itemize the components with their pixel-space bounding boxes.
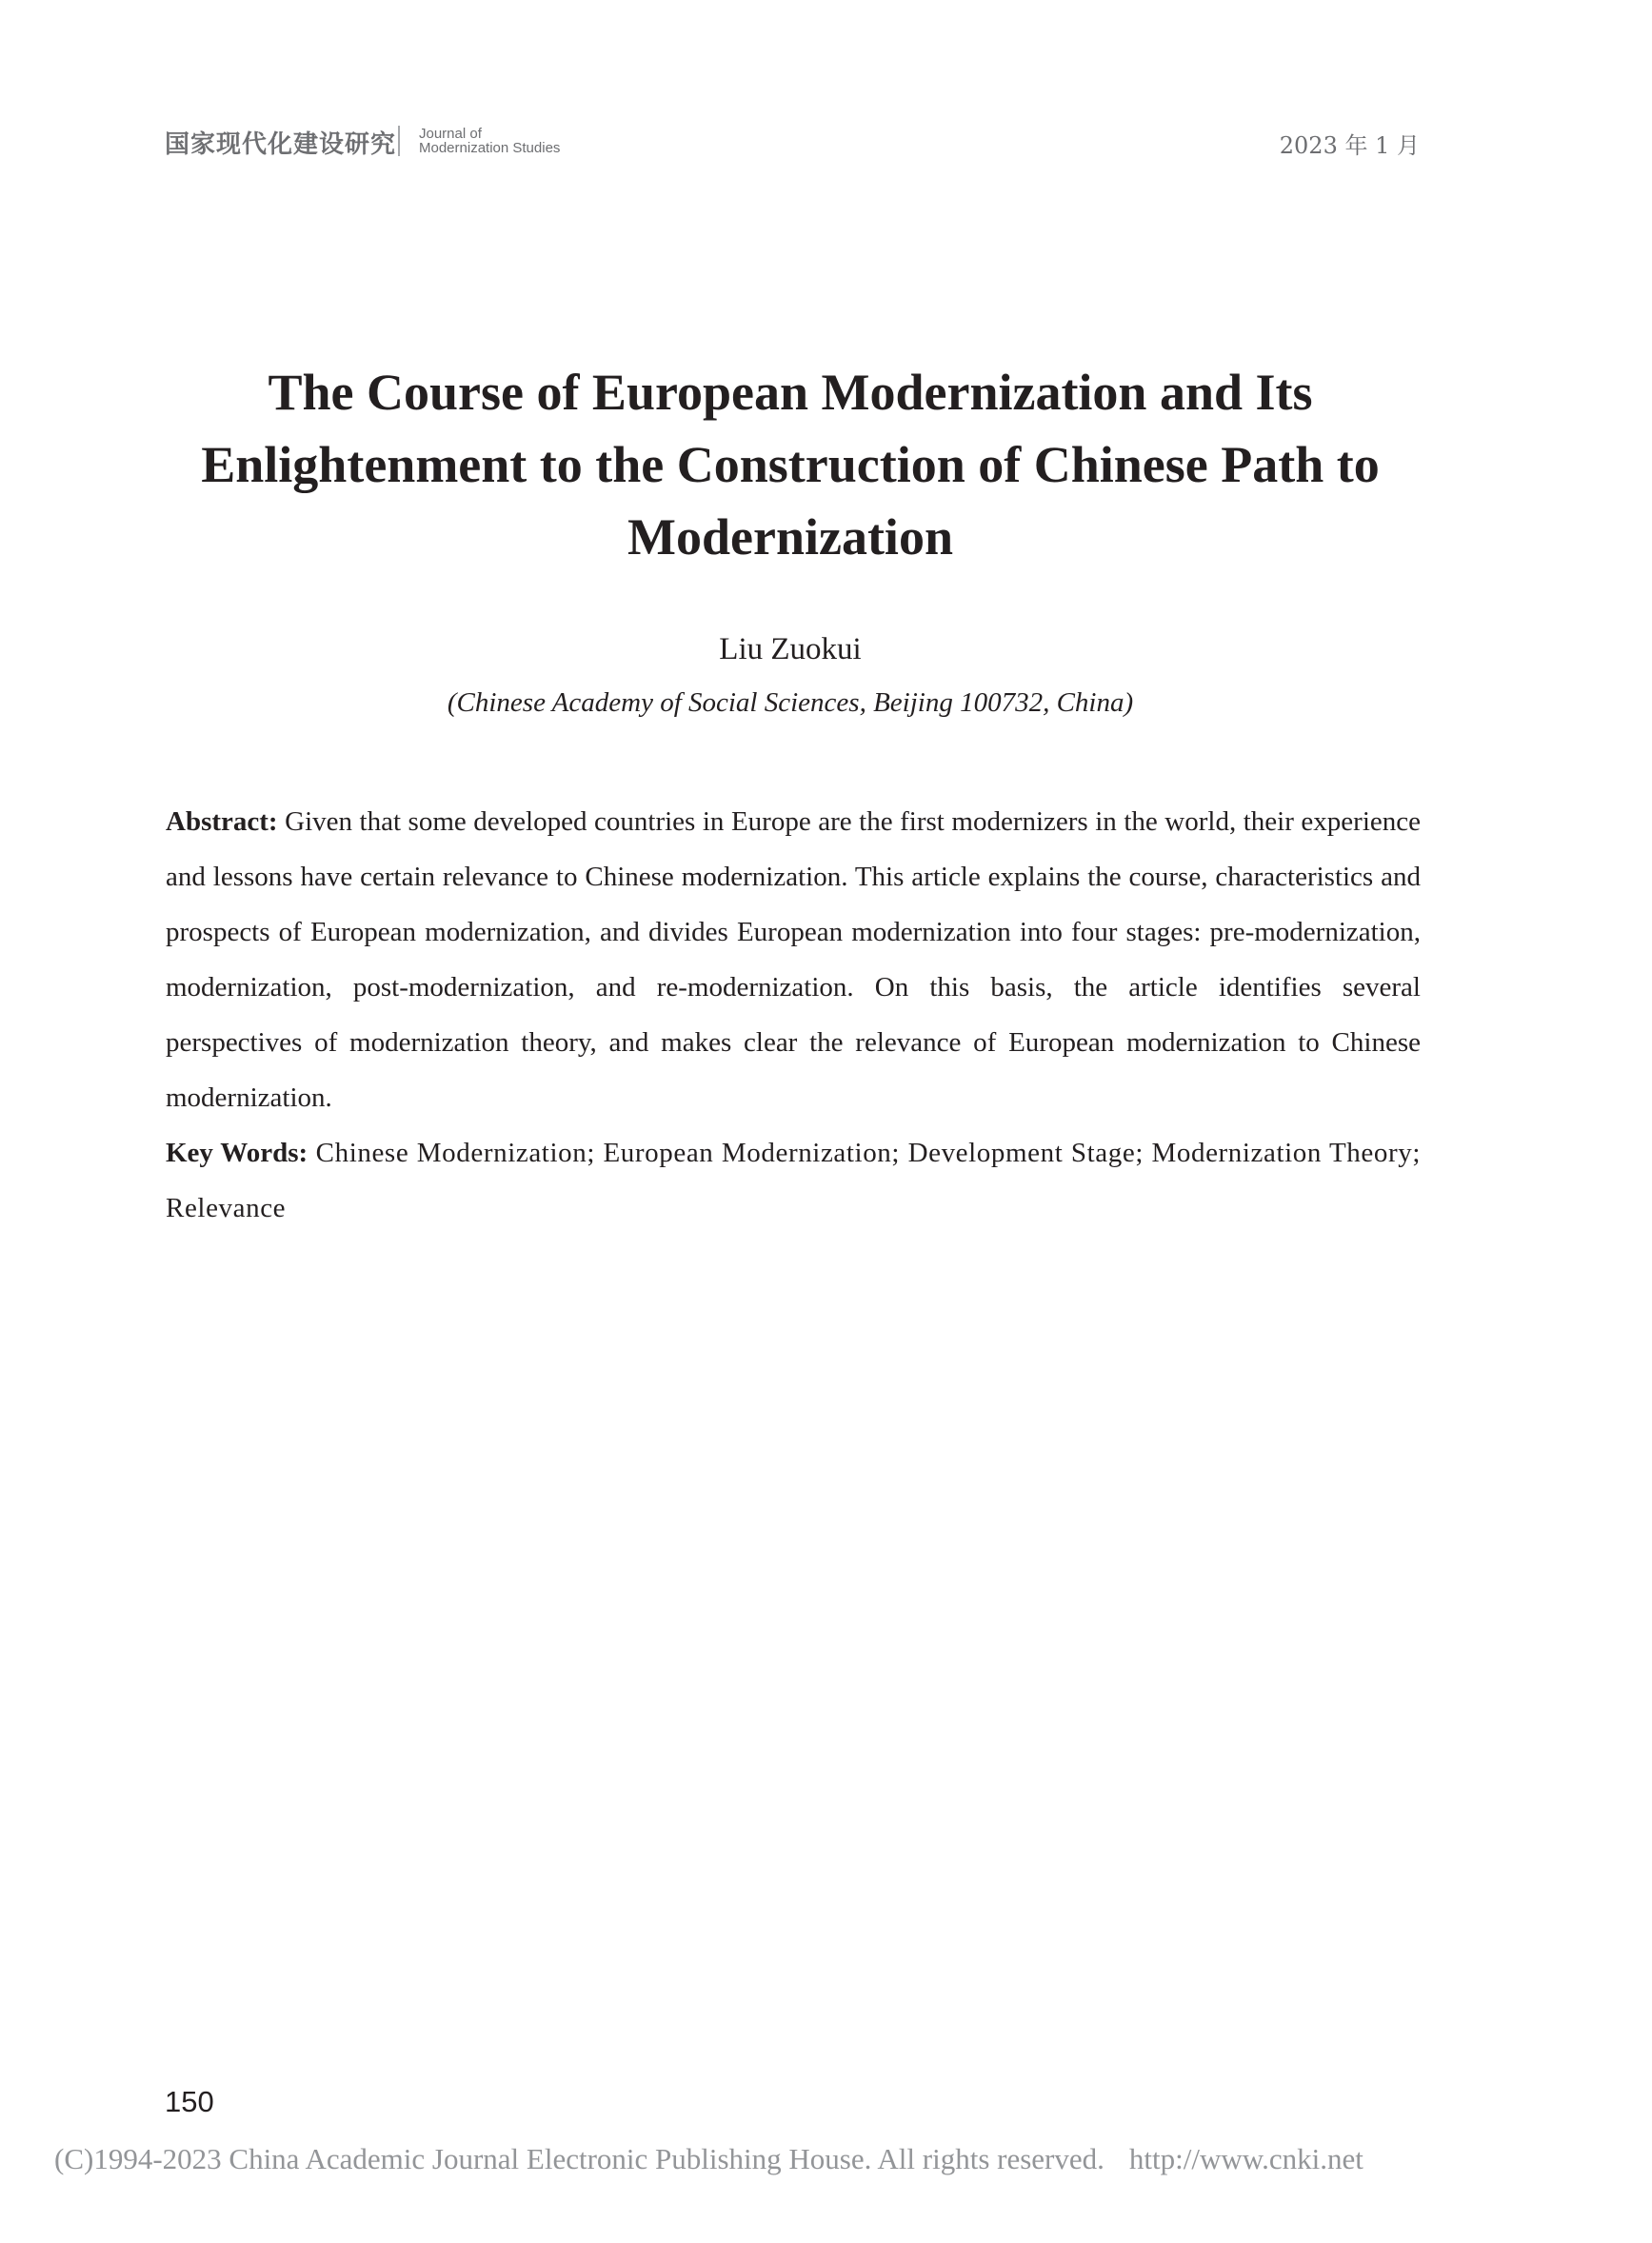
author-affiliation: (Chinese Academy of Social Sciences, Beijing 100732, China) [447,687,1134,718]
journal-name-english [419,127,560,155]
journal-name-english-line1: Journal of [419,126,482,142]
article-title-line: The Course of European Modernization and Its [268,364,1313,421]
article-title-line: Modernization [627,508,953,566]
issue-date: 2023 年 1 月 [1279,132,1420,159]
abstract [166,794,1421,1125]
keywords-label: Key Words: [166,1138,309,1168]
page-number: 150 [165,2085,214,2118]
abstract-label: Abstract: [166,806,278,837]
copyright-notice [54,2142,1363,2176]
journal-name-chinese: 国家现代化建设研究 [165,130,397,159]
abstract-text: Given that some developed countries in Europe are the first modernizers in the world, their experience and lessons have certain relevance to Chinese modernization. This article explains the course, characteristics and prospects of European modernization, and divides European modernization into four stages: pre-modernization, modernization, post-modernization, and re-modernization. On this basis, the article identifies several perspectives of modernization theory, and makes clear the relevance of European modernization to Chinese modernization. [166,806,1422,1113]
copyright-text: (C)1994-2023 China Academic Journal Electronic Publishing House. All rights reserved. [54,2142,1105,2175]
website-url: http://www.cnki.net [1128,2142,1363,2175]
keywords-text: Chinese Modernization; European Modernization; Development Stage; Modernization Theory; Relevance [166,1138,1421,1223]
keywords [166,1125,1421,1236]
author-name: Liu Zuokui [719,632,862,666]
article-title [124,356,1457,573]
header-divider [398,126,400,156]
journal-name-english-line2: Modernization Studies [419,140,561,156]
article-title-line: Enlightenment to the Construction of Chinese Path to [201,436,1380,493]
